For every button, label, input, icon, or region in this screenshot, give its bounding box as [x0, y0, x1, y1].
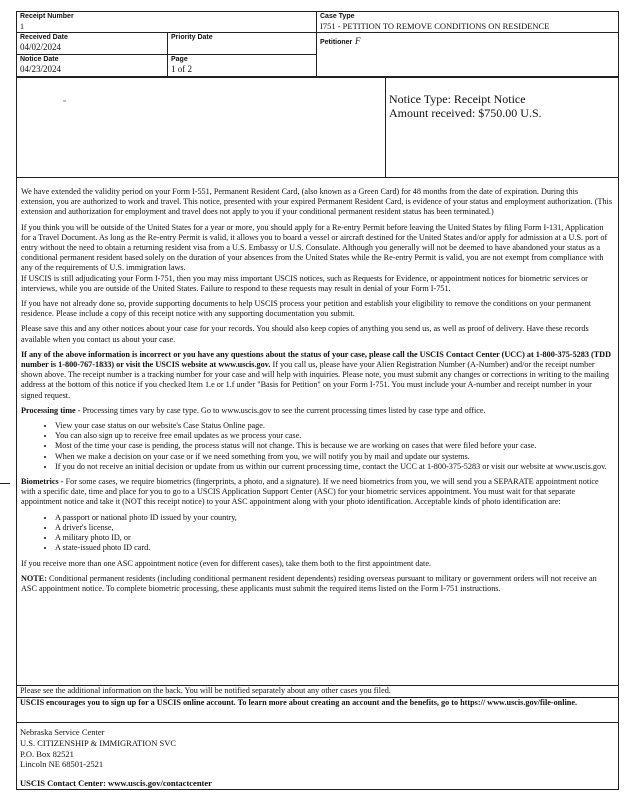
redacted-mark: [63, 100, 66, 102]
footer-right-border: [618, 685, 619, 789]
petitioner-label: Petitioner: [320, 39, 353, 46]
photo-id-bullets: [21, 513, 613, 554]
list-item: • When we make a decision on your case or if we need something from you, we will notify you by mail and update our systems.: [55, 452, 613, 462]
received-date-cell: [16, 32, 168, 55]
page-cell: [167, 54, 317, 77]
receipt-number-label: Receipt Number: [20, 13, 74, 20]
case-type-label: Case Type: [320, 13, 355, 20]
notice-body: [21, 187, 613, 599]
paragraph-extension: We have extended the validity period on your Form I-551, Permanent Resident Card, (also known as a Green Card) for 48 months from the date of expiration. During this extension, you are authorized to work and travel. This notice, presented with your expired Permanent Resident Card, is evidence of your status and employment authorization. (This extension and authorization for employment and travel does not apply to you if your conditional permanent resident status has been terminated.): [21, 187, 613, 217]
received-date-value: 04/02/2024: [20, 42, 62, 52]
paragraph-adjudicating: If USCIS is still adjudicating your Form I-751, then you may miss important USCIS notices, such as Requests for Evidence, or appointment notices for biometric services or interviews, while you are outside of the United States. Failure to respond to these requests may result in denial of your Form I-751.: [21, 273, 588, 293]
notice-type-line: Notice Type: Receipt Notice: [389, 92, 526, 106]
return-address: [20, 727, 176, 770]
list-item: • A passport or national photo ID issued by your country,: [55, 513, 613, 523]
list-item: • View your case status on our website's Case Status Online page.: [55, 421, 613, 431]
notice-date-value: 04/23/2024: [20, 64, 62, 74]
list-item: • You can also sign up to receive free email updates as we process your case.: [55, 431, 613, 441]
address-line: U.S. CITIZENSHIP & IMMIGRATION SVC: [20, 737, 176, 748]
body-right-border: [618, 178, 619, 685]
footer-bottom-border: [16, 789, 619, 790]
case-type-value: I751 - PETITION TO REMOVE CONDITIONS ON RESIDENCE: [320, 21, 550, 31]
margin-mark: [0, 483, 10, 484]
page-value: 1 of 2: [171, 64, 192, 74]
petitioner-value: F: [355, 36, 361, 46]
petitioner-cell: [316, 32, 619, 77]
list-item: • Most of the time your case is pending, the process status will not change. This is because we are working on cases that were filed before your case.: [55, 441, 613, 451]
page-label: Page: [171, 56, 188, 63]
contact-center-line: USCIS Contact Center: www.uscis.gov/contactcenter: [20, 778, 212, 788]
received-date-label: Received Date: [20, 34, 68, 41]
footer-left-border: [16, 685, 17, 789]
footer-divider-3: [16, 722, 619, 723]
paragraph-processing-time: Processing time - Processing times vary by case type. Go to www.uscis.gov to see the current processing times listed by case type and office.: [21, 405, 486, 415]
paragraph-multiple-asc: If you receive more than one ASC appointment notice (even for different cases), take them both to the first appointment date.: [21, 558, 432, 568]
paragraph-contact: If any of the above information is incorrect or you have any questions about the status of your case, please call the USCIS Contact Center (UCC) at 1-800-375-5283 (TDD number is 1-800-767-1833) or visit the USCIS website at www.uscis.gov. If you call us, please have your Alien Registration Number (A-Number) and/or the receipt number shown above. The receipt number is a tracking number for your case and will help with inquiries. Please note, you must submit any changes or corrections in writing to the mailing address at the bottom of this notice if you checked Item 1.e or 1.f under "Basis for Petition" on your Form I-751. You must include your A-number and receipt number in your signed request.: [21, 349, 612, 400]
address-box: [16, 77, 619, 178]
paragraph-save-notices: Please save this and any other notices about your case for your records. You should also keep copies of anything you send us, as well as proof of delivery. Have these records available when you contact us about your case.: [21, 324, 589, 344]
case-type-cell: [316, 11, 619, 33]
amount-received-line: Amount received: $750.00 U.S.: [389, 106, 542, 120]
processing-bullets: [21, 421, 613, 472]
paragraph-reentry: If you think you will be outside of the United States for a year or more, you should apply for a Re-entry Permit before leaving the United States by filing Form I-131, Application for a Travel Document. As long as the Re-entry Permit is valid, it allows you to board a vessel or aircraft destined for the United States and/or apply for admission at a U.S. port of entry without the need to obtain a returning resident visa from a U.S. Embassy or U.S. Consulate. Although you generally will not be deemed to have abandoned your status as a conditional permanent resident based solely on the duration of your absences from the United States while the Re-entry Permit is valid, you are not exempt from compliance with any of the requirements of U.S. immigration laws.: [21, 222, 608, 273]
additional-info-line: Please see the additional information on the back. You will be notified separately about any other cases you filed.: [20, 686, 391, 695]
address-line: Nebraska Service Center: [20, 727, 105, 737]
notice-date-cell: [16, 54, 168, 77]
address-line: Lincoln NE 68501-2521: [20, 759, 104, 770]
notice-date-label: Notice Date: [20, 56, 59, 63]
list-item: • A military photo ID, or: [55, 533, 613, 543]
priority-date-label: Priority Date: [171, 34, 213, 41]
body-left-border: [16, 178, 17, 685]
receipt-number-cell: [16, 11, 317, 33]
list-item: • If you do not receive an initial decision or update from us within our current processing time, contact the UCC at 1-800-375-5283 or visit our website at www.uscis.gov.: [55, 462, 613, 472]
online-account-line: USCIS encourages you to sign up for a USCIS online account. To learn more about creating an account and the benefits, go to https:// www.uscis.gov/file-online.: [20, 698, 578, 707]
paragraph-biometrics: Biometrics - For some cases, we require biometrics (fingerprints, a photo, and a signature). If we need biometrics from you, we will send you a SEPARATE appointment notice with a specific date, time and place for you to go to a USCIS Application Support Center (ASC) for your biometric services appointment. You must wait for that separate appointment notice and take it (NOT this receipt notice) to your ASC appointment along with your photo identification. Acceptable kinds of photo identification are:: [21, 477, 599, 507]
receipt-number-value: 1: [20, 22, 24, 31]
notice-type-divider: [385, 78, 386, 177]
address-line: P.O. Box 82521: [20, 748, 74, 759]
list-item: • A state-issued photo ID card.: [55, 543, 613, 553]
list-item: • A driver's license,: [55, 523, 613, 533]
priority-date-cell: [167, 32, 317, 55]
paragraph-supporting-docs: If you have not already done so, provide supporting documents to help USCIS process your petition and establish your eligibility to remove the conditions on your permanent residence. Please include a copy of this receipt notice with any supporting documentation you submit.: [21, 299, 592, 319]
paragraph-note: NOTE: Conditional permanent residents (including conditional permanent resident dependents) residing overseas pursuant to military or government orders will not receive an ASC appointment notice. To complete biometric processing, these applicants must submit the required items listed on the Form I-751 instructions.: [21, 573, 597, 593]
